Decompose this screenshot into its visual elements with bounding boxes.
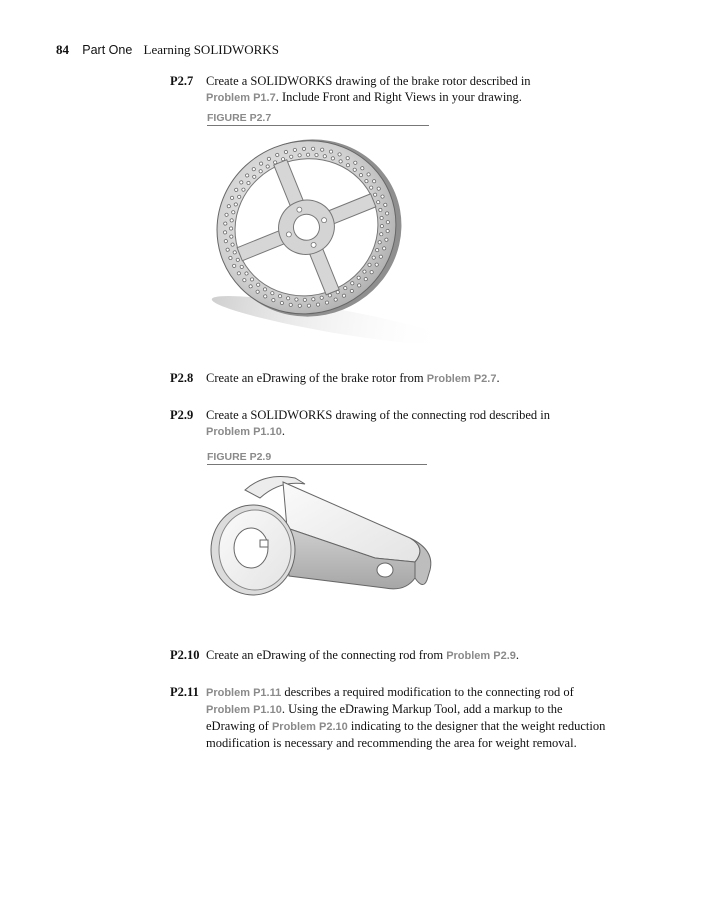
text: Create an eDrawing of the connecting rod from	[206, 648, 447, 662]
problem-reference: Problem P2.9	[446, 650, 516, 662]
text: Create a SOLIDWORKS drawing of the brake rotor described in	[206, 74, 531, 88]
problem-p2-7	[170, 73, 610, 106]
problem-p2-11	[170, 684, 610, 751]
problem-p2-9	[170, 407, 610, 440]
text: Create an eDrawing of the brake rotor from	[206, 371, 427, 385]
text: . Using the eDrawing Markup Tool, add a markup to the eDrawing of	[206, 702, 563, 733]
brake-rotor-figure	[200, 128, 460, 348]
part-label: Part One	[82, 43, 133, 57]
problem-text	[206, 647, 610, 664]
problem-number: P2.9	[170, 408, 194, 422]
problem-number: P2.11	[170, 685, 199, 699]
figure-caption: FIGURE P2.7	[207, 112, 429, 126]
running-header	[56, 42, 279, 58]
problem-reference: Problem P2.10	[271, 721, 348, 733]
text: .	[281, 424, 285, 438]
problem-p2-8	[170, 370, 610, 387]
text: .	[496, 371, 500, 385]
problem-text	[206, 370, 610, 387]
page-number: 84	[56, 42, 69, 57]
problem-reference: Problem P1.10	[206, 426, 282, 438]
problem-text	[206, 73, 610, 106]
text: describes a required modification to the connecting rod of	[281, 685, 574, 699]
text: Create a SOLIDWORKS drawing of the connecting rod described in	[206, 408, 551, 422]
text: indicating to the designer that the weight reduction modification is necessary and recommending the area for weight removal.	[206, 719, 606, 750]
problem-reference: Problem P2.7	[426, 373, 497, 385]
problem-reference: Problem P1.7	[206, 92, 276, 104]
problem-text	[206, 407, 610, 440]
text: . Include Front and Right Views in your drawing.	[275, 90, 522, 104]
problem-p2-10	[170, 647, 610, 664]
problem-text	[206, 684, 610, 751]
text: .	[515, 648, 520, 662]
problem-number: P2.8	[170, 371, 194, 385]
problem-reference: Problem P1.10	[206, 704, 282, 716]
problem-reference: Problem P1.11	[206, 687, 282, 699]
connecting-rod-figure	[205, 470, 445, 610]
book-section-title: Learning SOLIDWORKS	[143, 42, 279, 57]
problem-number: P2.7	[170, 74, 194, 88]
figure-caption: FIGURE P2.9	[207, 451, 427, 465]
problem-number: P2.10	[170, 648, 200, 662]
